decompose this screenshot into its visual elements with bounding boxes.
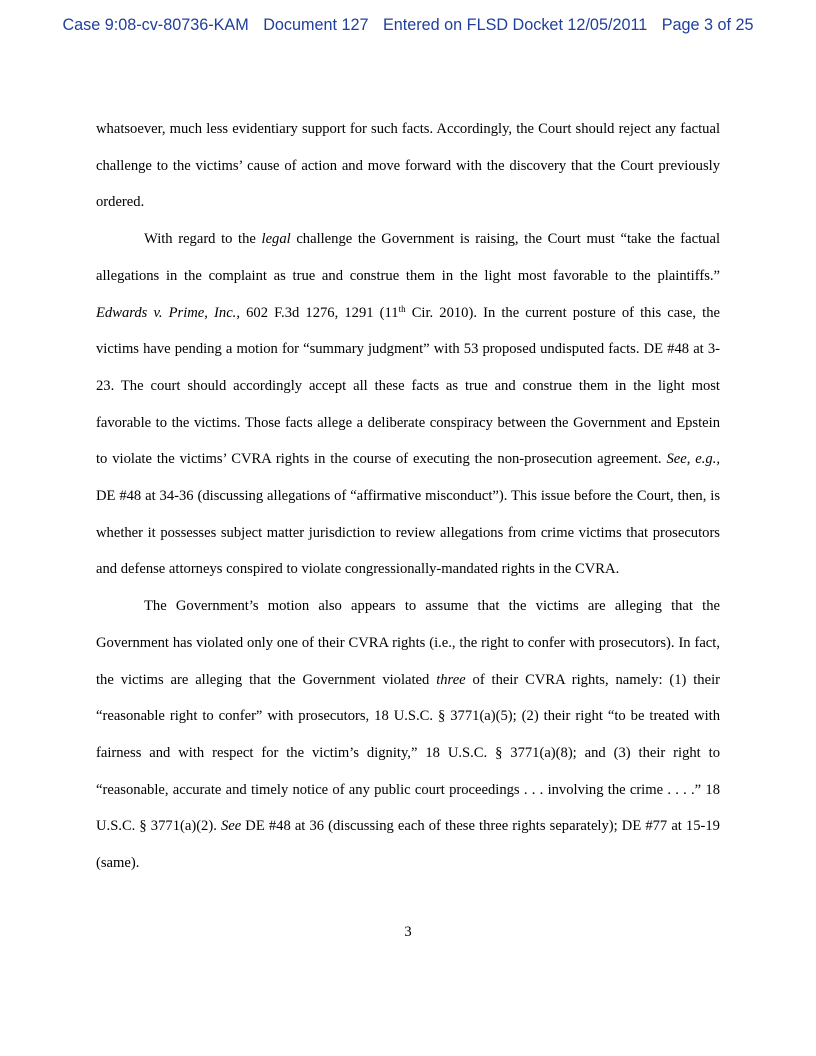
ordinal-superscript: th xyxy=(398,303,406,314)
docket-entry-date: Entered on FLSD Docket 12/05/2011 xyxy=(382,16,648,34)
paragraph-cvra-rights xyxy=(96,588,720,882)
text-run: DE #48 at 34-36 (discussing allegations of “affirmative misconduct”). This issue before the Court, then, is whether it possesses subject matter jurisdiction to review allegations from crime victims that prosecutors and defense attorneys conspired to violate congressionally-mandated rights in the CVRA. xyxy=(96,488,720,578)
page-number: 3 xyxy=(404,924,412,940)
citation-signal: See xyxy=(220,818,242,835)
docket-header xyxy=(0,16,816,35)
paragraph-legal-challenge xyxy=(96,221,720,588)
text-run: The Government’s motion also appears to assume that the victims are alleging that the Government has violated only one of their CVRA rights (i.e., the right to confer with prosecutors). In fact, the victims are alleging that the Government violated xyxy=(96,598,720,688)
text-run: Cir. 2010). In the current posture of this case, the victims have pending a motion for “summary judgment” with 53 proposed undisputed facts. DE #48 at 3-23. The court should accordingly accept all these facts as true and construe them in the light most favorable to the victims. Those facts allege a deliberate conspiracy between the Government and Epstein to violate the victims’ CVRA rights in the course of executing the non-prosecution agreement. xyxy=(96,304,720,468)
case-number: Case 9:08-cv-80736-KAM xyxy=(62,16,249,34)
text-run: DE #48 at 36 (discussing each of these three rights separately); DE #77 at 15-19 (same). xyxy=(96,818,720,872)
emphasis-three: three xyxy=(436,671,466,688)
case-citation-name: Edwards v. Prime, Inc., xyxy=(96,304,240,321)
text-run: With regard to the xyxy=(144,231,262,248)
body-text xyxy=(96,111,720,882)
text-run: 602 F.3d 1276, 1291 (11 xyxy=(239,304,399,321)
page-of-total: Page 3 of 25 xyxy=(661,16,754,34)
paragraph-continued xyxy=(96,111,720,221)
paragraph-text: whatsoever, much less evidentiary support for such facts. Accordingly, the Court should reject any factual challenge to the victims’ cause of action and move forward with the discovery that the Court previously ordered. xyxy=(96,121,720,211)
document-number: Document 127 xyxy=(263,16,369,34)
citation-signal: See, e.g., xyxy=(666,451,720,468)
emphasis-legal: legal xyxy=(261,231,291,248)
text-run: challenge the Government is raising, the Court must “take the factual allegations in the complaint as true and construe them in the light most favorable to the plaintiffs.” xyxy=(96,231,721,284)
text-run: of their CVRA rights, namely: (1) their “reasonable right to confer” with prosecutors, 18 U.S.C. § 3771(a)(5); (2) their right “to be treated with fairness and with respect for the victim’s dignity,” 18 U.S.C. § 3771(a)(8); and (3) their right to “reasonable, accurate and timely notice of any public court proceedings . . . involving the crime . . . .” 18 U.S.C. § 3771(a)(2). xyxy=(96,671,720,835)
